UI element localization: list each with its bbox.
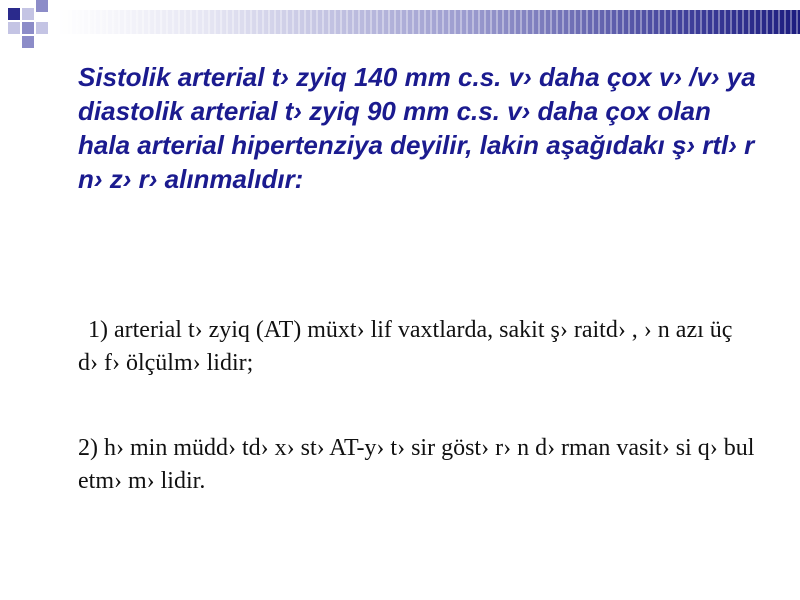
decor-square-mid (22, 36, 34, 48)
header-bar-stripes (58, 10, 800, 34)
decor-square-mid (22, 22, 34, 34)
list-item: 2) h› min müdd› td› x› st› AT-y› t› sir göst› r› n d› rman vasit› si q› bul etm› m› lidir. (78, 435, 755, 494)
decor-square-light (8, 22, 20, 34)
decor-square-dark (8, 8, 20, 20)
slide-heading: Sistolik arterial t› zyiq 140 mm c.s. v› daha çox v› /v› ya diastolik arterial t› zyiq 90 mm c.s. v› daha çox olan hala arterial hipertenziya deyilir, lakin aşağıdakı ş› rtl› r n› z› r› alınmalıdır: (78, 62, 756, 194)
decor-square-light (36, 22, 48, 34)
decor-square-mid (36, 0, 48, 12)
list-item: 1) arterial t› zyiq (AT) müxt› lif vaxtlarda, sakit ş› raitd› , › n azı üç d› f› ölçülm› lidir; (78, 317, 733, 376)
decor-square-light (22, 8, 34, 20)
